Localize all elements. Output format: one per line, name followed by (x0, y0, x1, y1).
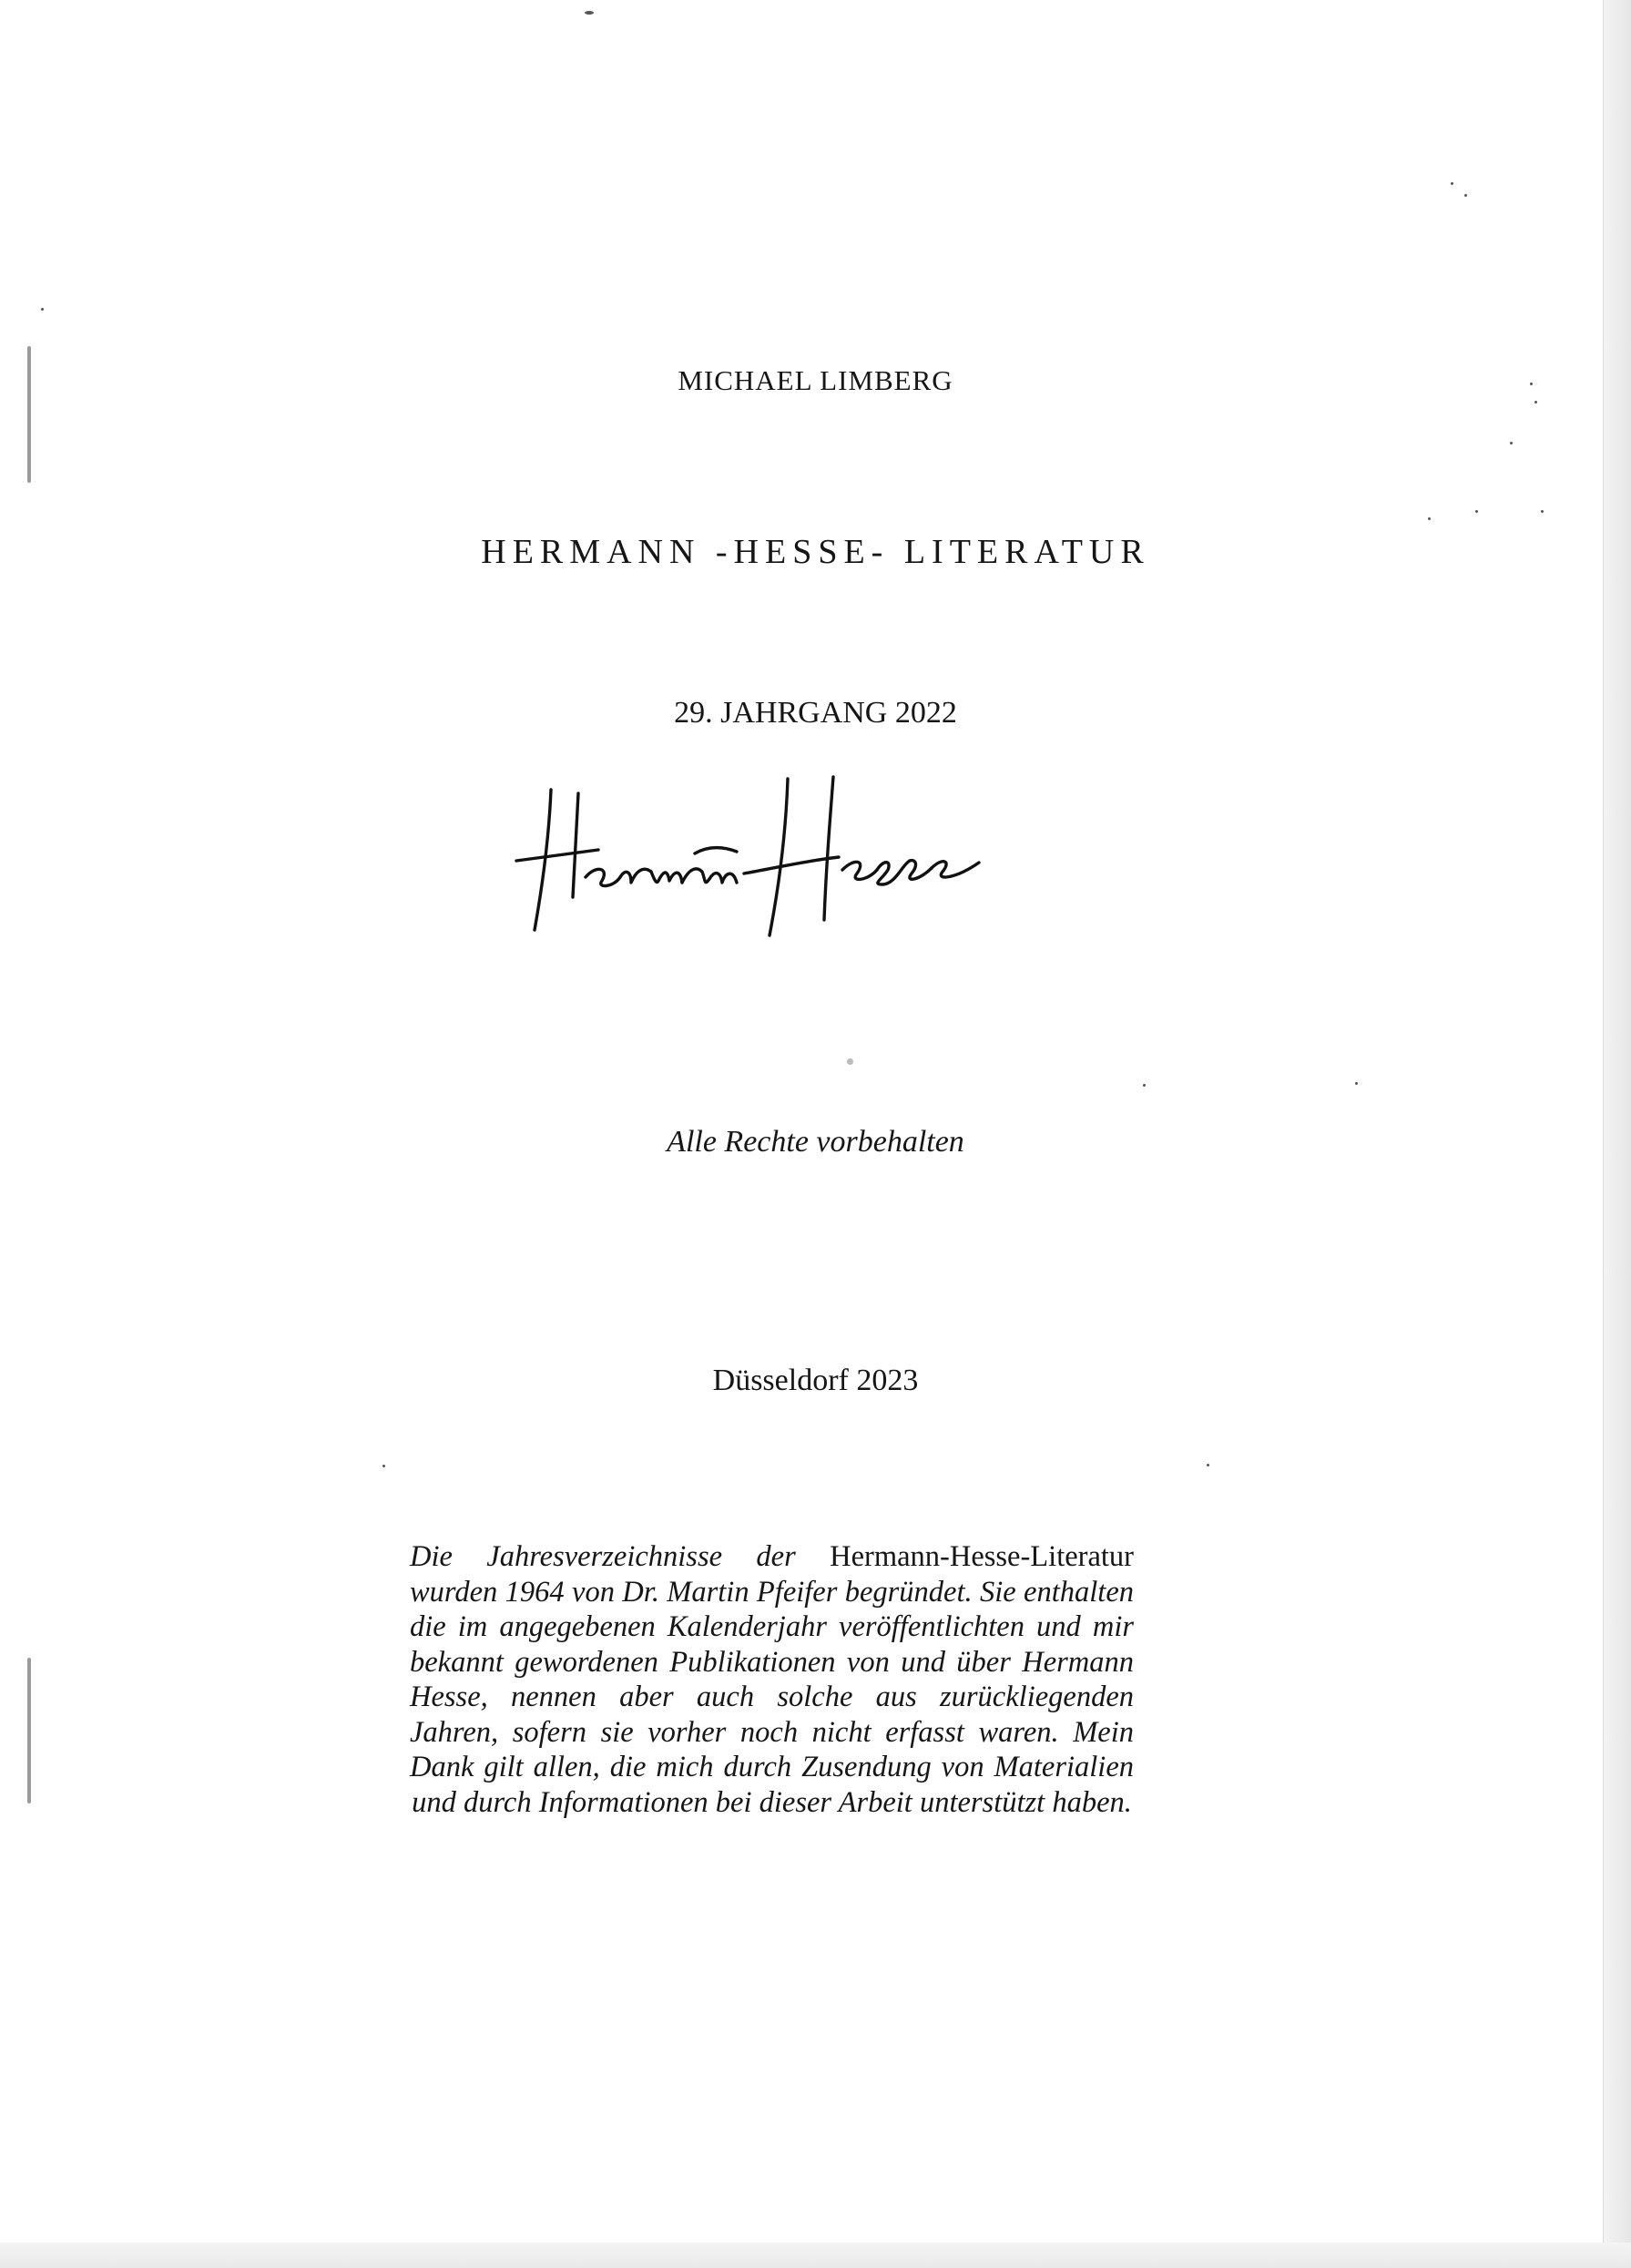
rights-notice: Alle Rechte vorbehalten (667, 1125, 964, 1159)
blurb-series-name: Hermann-Hesse-Literatur (830, 1540, 1134, 1573)
staple-bottom (27, 1658, 31, 1803)
blurb-intro: Die Jahresverzeichnisse der (410, 1540, 796, 1573)
scan-speck (382, 1465, 385, 1467)
author-name: MICHAEL LIMBERG (678, 364, 953, 396)
scan-speck (1534, 401, 1537, 404)
scan-speck (1464, 194, 1467, 197)
scan-speck (1451, 182, 1453, 185)
scan-speck (1143, 1084, 1146, 1087)
scan-speck (847, 1058, 853, 1065)
blurb-body: wurden 1964 von Dr. Martin Pfeifer begründet. Sie enthalten die im angegebenen Kalenderjahr veröffentlichten und mir bekannt gewordenen Publikationen von und über Hermann Hesse, nennen aber auch solche aus zurückliegenden Jahren, sofern sie vorher noch nicht erfasst waren. Mein Dank gilt allen, die mich durch Zusendung von Materialien und durch Informationen bei dieser Arbeit unterstützt haben. (410, 1575, 1134, 1819)
scan-speck (1355, 1082, 1358, 1085)
scan-speck (1207, 1464, 1209, 1466)
series-description (410, 1539, 1134, 1820)
volume-year: 29. JAHRGANG 2022 (674, 696, 957, 730)
scan-speck (1541, 510, 1544, 513)
scan-speck (1475, 510, 1478, 513)
scan-speck (585, 11, 594, 15)
scan-speck (1428, 517, 1431, 520)
signature-hermann-hesse (515, 770, 1070, 938)
page-edge-bottom (0, 2242, 1631, 2268)
series-title: HERMANN -HESSE- LITERATUR (481, 533, 1150, 571)
place-and-year: Düsseldorf 2023 (712, 1364, 919, 1397)
scan-speck (41, 308, 44, 311)
scan-speck (1510, 442, 1513, 444)
